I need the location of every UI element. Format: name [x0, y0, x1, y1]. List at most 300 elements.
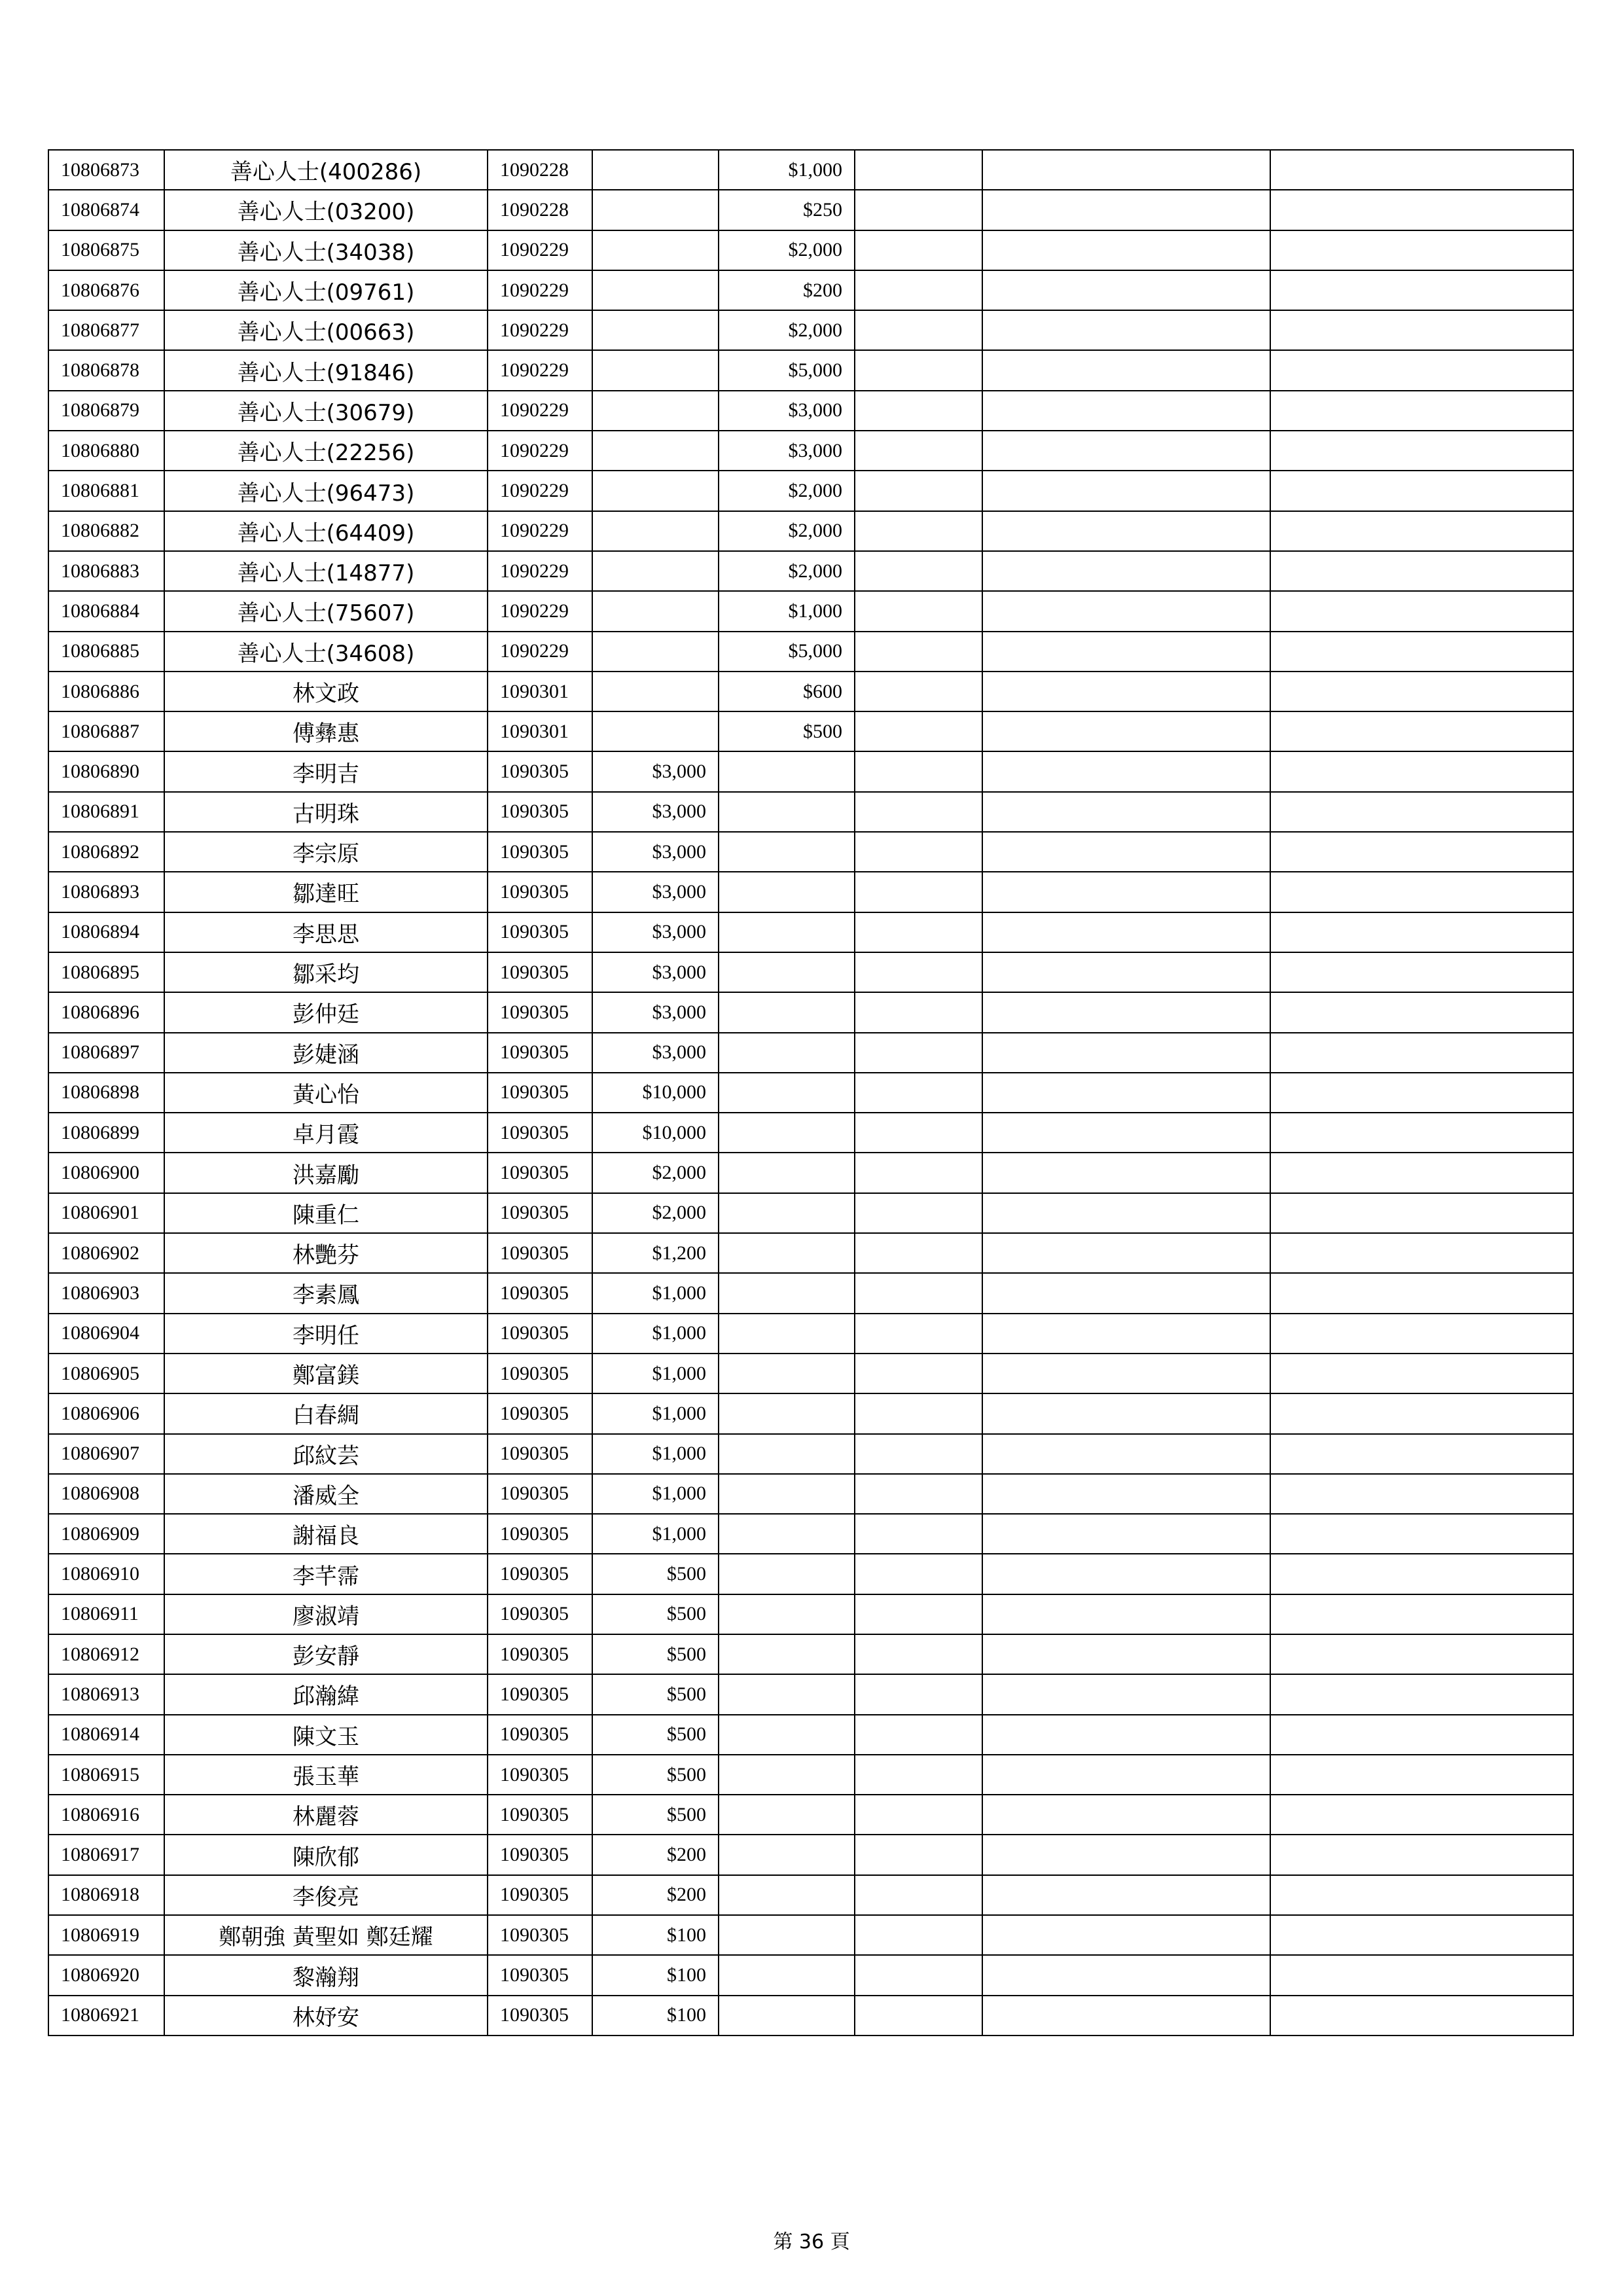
- blank-cell: [1270, 1795, 1573, 1835]
- amount-alt-cell: [719, 1875, 855, 1915]
- blank-cell: [855, 471, 982, 511]
- table-row: [48, 1755, 1573, 1795]
- receipt-number-cell: 10806890: [48, 751, 164, 791]
- amount-cell: $500: [592, 1634, 719, 1674]
- amount-cell: $10,000: [592, 1113, 719, 1153]
- table-row: [48, 1554, 1573, 1594]
- receipt-number-cell: 10806882: [48, 511, 164, 551]
- donor-name-cell: 陳重仁: [164, 1193, 488, 1233]
- donor-name-cell: 黎瀚翔: [164, 1955, 488, 1995]
- blank-cell: [855, 992, 982, 1032]
- blank-cell: [855, 1273, 982, 1313]
- blank-cell: [855, 672, 982, 711]
- receipt-number-cell: 10806919: [48, 1915, 164, 1955]
- amount-cell: $3,000: [592, 792, 719, 832]
- blank-cell: [982, 1033, 1270, 1073]
- blank-cell: [982, 511, 1270, 551]
- amount-alt-cell: [719, 1755, 855, 1795]
- blank-cell: [855, 912, 982, 952]
- donor-name-cell: 古明珠: [164, 792, 488, 832]
- amount-cell: [592, 391, 719, 431]
- donor-name-cell: 張玉華: [164, 1755, 488, 1795]
- donor-name-cell: 邱瀚緯: [164, 1674, 488, 1714]
- blank-cell: [982, 872, 1270, 912]
- blank-cell: [1270, 1594, 1573, 1634]
- donor-name-cell: 善心人士(91846): [164, 350, 488, 390]
- amount-cell: [592, 711, 719, 751]
- blank-cell: [1270, 1755, 1573, 1795]
- blank-cell: [1270, 150, 1573, 190]
- date-cell: 1090229: [488, 431, 592, 471]
- table-row: [48, 632, 1573, 672]
- blank-cell: [1270, 711, 1573, 751]
- receipt-number-cell: 10806906: [48, 1393, 164, 1433]
- blank-cell: [1270, 632, 1573, 672]
- blank-cell: [1270, 1393, 1573, 1433]
- blank-cell: [855, 632, 982, 672]
- blank-cell: [855, 1434, 982, 1474]
- receipt-number-cell: 10806920: [48, 1955, 164, 1995]
- date-cell: 1090305: [488, 1393, 592, 1433]
- amount-cell: [592, 150, 719, 190]
- blank-cell: [982, 150, 1270, 190]
- blank-cell: [982, 792, 1270, 832]
- amount-cell: $100: [592, 1955, 719, 1995]
- blank-cell: [1270, 431, 1573, 471]
- amount-alt-cell: [719, 751, 855, 791]
- blank-cell: [982, 1393, 1270, 1433]
- table-row: [48, 150, 1573, 190]
- amount-cell: [592, 431, 719, 471]
- blank-cell: [1270, 1273, 1573, 1313]
- table-row: [48, 672, 1573, 711]
- amount-cell: $1,200: [592, 1233, 719, 1273]
- date-cell: 1090305: [488, 1113, 592, 1153]
- blank-cell: [982, 751, 1270, 791]
- date-cell: 1090305: [488, 1073, 592, 1113]
- blank-cell: [855, 1715, 982, 1755]
- receipt-number-cell: 10806892: [48, 832, 164, 872]
- blank-cell: [982, 992, 1270, 1032]
- amount-cell: $1,000: [592, 1434, 719, 1474]
- date-cell: 1090305: [488, 1634, 592, 1674]
- blank-cell: [855, 792, 982, 832]
- receipt-number-cell: 10806915: [48, 1755, 164, 1795]
- amount-cell: $500: [592, 1674, 719, 1714]
- blank-cell: [982, 1634, 1270, 1674]
- receipt-number-cell: 10806894: [48, 912, 164, 952]
- amount-alt-cell: [719, 1554, 855, 1594]
- receipt-number-cell: 10806876: [48, 270, 164, 310]
- amount-alt-cell: $500: [719, 711, 855, 751]
- receipt-number-cell: 10806909: [48, 1514, 164, 1554]
- date-cell: 1090305: [488, 1594, 592, 1634]
- donation-ledger-table: [48, 149, 1574, 2036]
- receipt-number-cell: 10806911: [48, 1594, 164, 1634]
- date-cell: 1090305: [488, 1915, 592, 1955]
- date-cell: 1090305: [488, 992, 592, 1032]
- table-row: [48, 1674, 1573, 1714]
- amount-cell: $500: [592, 1795, 719, 1835]
- blank-cell: [982, 270, 1270, 310]
- table-row: [48, 310, 1573, 350]
- date-cell: 1090305: [488, 1273, 592, 1313]
- amount-cell: [592, 511, 719, 551]
- blank-cell: [1270, 551, 1573, 591]
- blank-cell: [855, 1674, 982, 1714]
- date-cell: 1090228: [488, 150, 592, 190]
- blank-cell: [1270, 511, 1573, 551]
- amount-cell: [592, 230, 719, 270]
- table-row: [48, 551, 1573, 591]
- blank-cell: [1270, 672, 1573, 711]
- donor-name-cell: 洪嘉勵: [164, 1153, 488, 1193]
- blank-cell: [1270, 1715, 1573, 1755]
- blank-cell: [855, 1594, 982, 1634]
- donor-name-cell: 林艷芬: [164, 1233, 488, 1273]
- donor-name-cell: 善心人士(00663): [164, 310, 488, 350]
- blank-cell: [982, 1835, 1270, 1874]
- blank-cell: [982, 1474, 1270, 1514]
- receipt-number-cell: 10806893: [48, 872, 164, 912]
- blank-cell: [1270, 1354, 1573, 1393]
- table-row: [48, 1594, 1573, 1634]
- blank-cell: [982, 1795, 1270, 1835]
- blank-cell: [855, 1996, 982, 2036]
- receipt-number-cell: 10806901: [48, 1193, 164, 1233]
- blank-cell: [855, 1314, 982, 1354]
- donor-name-cell: 卓月霞: [164, 1113, 488, 1153]
- blank-cell: [982, 1273, 1270, 1313]
- blank-cell: [855, 1033, 982, 1073]
- receipt-number-cell: 10806895: [48, 952, 164, 992]
- blank-cell: [982, 551, 1270, 591]
- amount-alt-cell: [719, 1915, 855, 1955]
- date-cell: 1090305: [488, 1153, 592, 1193]
- blank-cell: [1270, 310, 1573, 350]
- blank-cell: [1270, 1233, 1573, 1273]
- date-cell: 1090229: [488, 591, 592, 631]
- donor-name-cell: 陳文玉: [164, 1715, 488, 1755]
- blank-cell: [855, 1634, 982, 1674]
- table-row: [48, 391, 1573, 431]
- amount-alt-cell: $5,000: [719, 350, 855, 390]
- date-cell: 1090229: [488, 511, 592, 551]
- blank-cell: [1270, 1554, 1573, 1594]
- date-cell: 1090305: [488, 1875, 592, 1915]
- table-row: [48, 350, 1573, 390]
- amount-alt-cell: [719, 1033, 855, 1073]
- table-row: [48, 872, 1573, 912]
- amount-cell: [592, 632, 719, 672]
- blank-cell: [855, 591, 982, 631]
- blank-cell: [855, 1755, 982, 1795]
- blank-cell: [855, 551, 982, 591]
- table-row: [48, 1996, 1573, 2036]
- blank-cell: [982, 1153, 1270, 1193]
- donor-name-cell: 林妤安: [164, 1996, 488, 2036]
- receipt-number-cell: 10806904: [48, 1314, 164, 1354]
- amount-cell: $1,000: [592, 1354, 719, 1393]
- amount-cell: $3,000: [592, 751, 719, 791]
- donor-name-cell: 黃心怡: [164, 1073, 488, 1113]
- receipt-number-cell: 10806881: [48, 471, 164, 511]
- donor-name-cell: 鄭富鎂: [164, 1354, 488, 1393]
- donor-name-cell: 白春綢: [164, 1393, 488, 1433]
- amount-cell: [592, 672, 719, 711]
- amount-cell: $500: [592, 1594, 719, 1634]
- page-number: 第 36 頁: [773, 2231, 850, 2253]
- blank-cell: [855, 751, 982, 791]
- blank-cell: [855, 952, 982, 992]
- amount-cell: $100: [592, 1915, 719, 1955]
- receipt-number-cell: 10806896: [48, 992, 164, 1032]
- table-row: [48, 1955, 1573, 1995]
- blank-cell: [982, 230, 1270, 270]
- date-cell: 1090305: [488, 1996, 592, 2036]
- amount-alt-cell: [719, 872, 855, 912]
- blank-cell: [1270, 350, 1573, 390]
- date-cell: 1090305: [488, 1193, 592, 1233]
- blank-cell: [855, 1393, 982, 1433]
- amount-alt-cell: [719, 1233, 855, 1273]
- amount-alt-cell: [719, 1514, 855, 1554]
- receipt-number-cell: 10806897: [48, 1033, 164, 1073]
- donor-name-cell: 善心人士(96473): [164, 471, 488, 511]
- receipt-number-cell: 10806880: [48, 431, 164, 471]
- blank-cell: [855, 431, 982, 471]
- amount-alt-cell: [719, 1073, 855, 1113]
- date-cell: 1090305: [488, 751, 592, 791]
- blank-cell: [855, 1233, 982, 1273]
- date-cell: 1090305: [488, 1835, 592, 1874]
- amount-cell: [592, 350, 719, 390]
- donor-name-cell: 邱紋芸: [164, 1434, 488, 1474]
- date-cell: 1090305: [488, 1715, 592, 1755]
- receipt-number-cell: 10806874: [48, 190, 164, 230]
- amount-alt-cell: [719, 1354, 855, 1393]
- blank-cell: [855, 1955, 982, 1995]
- amount-cell: $500: [592, 1755, 719, 1795]
- blank-cell: [982, 350, 1270, 390]
- blank-cell: [982, 832, 1270, 872]
- blank-cell: [982, 1996, 1270, 2036]
- blank-cell: [855, 1073, 982, 1113]
- date-cell: 1090305: [488, 1674, 592, 1714]
- receipt-number-cell: 10806898: [48, 1073, 164, 1113]
- amount-cell: [592, 591, 719, 631]
- amount-alt-cell: $3,000: [719, 431, 855, 471]
- donor-name-cell: 陳欣郁: [164, 1835, 488, 1874]
- amount-cell: $1,000: [592, 1273, 719, 1313]
- amount-cell: [592, 551, 719, 591]
- table-row: [48, 230, 1573, 270]
- blank-cell: [982, 1955, 1270, 1995]
- blank-cell: [1270, 1434, 1573, 1474]
- amount-alt-cell: $250: [719, 190, 855, 230]
- receipt-number-cell: 10806891: [48, 792, 164, 832]
- amount-cell: $200: [592, 1875, 719, 1915]
- table-row: [48, 431, 1573, 471]
- receipt-number-cell: 10806887: [48, 711, 164, 751]
- receipt-number-cell: 10806884: [48, 591, 164, 631]
- blank-cell: [982, 310, 1270, 350]
- date-cell: 1090301: [488, 711, 592, 751]
- donor-name-cell: 善心人士(400286): [164, 150, 488, 190]
- blank-cell: [855, 391, 982, 431]
- amount-cell: [592, 471, 719, 511]
- amount-cell: $3,000: [592, 912, 719, 952]
- table-row: [48, 1073, 1573, 1113]
- blank-cell: [1270, 792, 1573, 832]
- blank-cell: [982, 1554, 1270, 1594]
- blank-cell: [855, 1835, 982, 1874]
- blank-cell: [1270, 1514, 1573, 1554]
- amount-alt-cell: [719, 1153, 855, 1193]
- amount-cell: [592, 270, 719, 310]
- amount-alt-cell: $3,000: [719, 391, 855, 431]
- blank-cell: [982, 431, 1270, 471]
- blank-cell: [982, 912, 1270, 952]
- date-cell: 1090305: [488, 1755, 592, 1795]
- amount-cell: $3,000: [592, 992, 719, 1032]
- blank-cell: [1270, 1996, 1573, 2036]
- blank-cell: [982, 1354, 1270, 1393]
- amount-alt-cell: [719, 1674, 855, 1714]
- blank-cell: [982, 672, 1270, 711]
- amount-cell: $1,000: [592, 1474, 719, 1514]
- donor-name-cell: 彭安靜: [164, 1634, 488, 1674]
- receipt-number-cell: 10806913: [48, 1674, 164, 1714]
- table-row: [48, 1033, 1573, 1073]
- amount-alt-cell: [719, 992, 855, 1032]
- table-row: [48, 190, 1573, 230]
- amount-alt-cell: $2,000: [719, 230, 855, 270]
- donor-name-cell: 林麗蓉: [164, 1795, 488, 1835]
- amount-alt-cell: [719, 1113, 855, 1153]
- blank-cell: [1270, 992, 1573, 1032]
- table-row: [48, 1113, 1573, 1153]
- blank-cell: [855, 1474, 982, 1514]
- donor-name-cell: 李明任: [164, 1314, 488, 1354]
- amount-alt-cell: [719, 832, 855, 872]
- amount-alt-cell: [719, 1393, 855, 1433]
- blank-cell: [982, 711, 1270, 751]
- table-row: [48, 1915, 1573, 1955]
- date-cell: 1090305: [488, 1033, 592, 1073]
- table-row: [48, 1273, 1573, 1313]
- receipt-number-cell: 10806873: [48, 150, 164, 190]
- blank-cell: [1270, 1634, 1573, 1674]
- donor-name-cell: 善心人士(34608): [164, 632, 488, 672]
- donor-name-cell: 善心人士(14877): [164, 551, 488, 591]
- blank-cell: [1270, 1113, 1573, 1153]
- blank-cell: [1270, 912, 1573, 952]
- date-cell: 1090229: [488, 230, 592, 270]
- amount-alt-cell: $2,000: [719, 551, 855, 591]
- amount-alt-cell: [719, 912, 855, 952]
- amount-alt-cell: [719, 1795, 855, 1835]
- receipt-number-cell: 10806921: [48, 1996, 164, 2036]
- blank-cell: [855, 1795, 982, 1835]
- donor-name-cell: 李明吉: [164, 751, 488, 791]
- blank-cell: [855, 511, 982, 551]
- date-cell: 1090229: [488, 551, 592, 591]
- amount-alt-cell: [719, 1835, 855, 1874]
- blank-cell: [982, 391, 1270, 431]
- donor-name-cell: 林文政: [164, 672, 488, 711]
- blank-cell: [855, 1915, 982, 1955]
- donor-name-cell: 鄒采均: [164, 952, 488, 992]
- receipt-number-cell: 10806905: [48, 1354, 164, 1393]
- blank-cell: [1270, 1915, 1573, 1955]
- blank-cell: [855, 1875, 982, 1915]
- receipt-number-cell: 10806900: [48, 1153, 164, 1193]
- receipt-number-cell: 10806908: [48, 1474, 164, 1514]
- amount-alt-cell: [719, 1594, 855, 1634]
- table-row: [48, 952, 1573, 992]
- donor-name-cell: 善心人士(64409): [164, 511, 488, 551]
- amount-alt-cell: [719, 1434, 855, 1474]
- table-row: [48, 511, 1573, 551]
- blank-cell: [982, 1233, 1270, 1273]
- blank-cell: [982, 190, 1270, 230]
- date-cell: 1090305: [488, 792, 592, 832]
- table-row: [48, 1193, 1573, 1233]
- blank-cell: [855, 150, 982, 190]
- blank-cell: [982, 471, 1270, 511]
- date-cell: 1090229: [488, 310, 592, 350]
- table-row: [48, 792, 1573, 832]
- table-row: [48, 1434, 1573, 1474]
- blank-cell: [855, 270, 982, 310]
- amount-alt-cell: $200: [719, 270, 855, 310]
- table-row: [48, 1634, 1573, 1674]
- table-row: [48, 1153, 1573, 1193]
- amount-cell: [592, 190, 719, 230]
- donor-name-cell: 傅彝惠: [164, 711, 488, 751]
- donor-name-cell: 善心人士(22256): [164, 431, 488, 471]
- amount-alt-cell: $1,000: [719, 591, 855, 631]
- blank-cell: [1270, 1474, 1573, 1514]
- donor-name-cell: 鄒達旺: [164, 872, 488, 912]
- table-row: [48, 1233, 1573, 1273]
- date-cell: 1090305: [488, 1354, 592, 1393]
- blank-cell: [1270, 591, 1573, 631]
- donor-name-cell: 善心人士(03200): [164, 190, 488, 230]
- date-cell: 1090305: [488, 912, 592, 952]
- blank-cell: [855, 310, 982, 350]
- date-cell: 1090228: [488, 190, 592, 230]
- blank-cell: [982, 1674, 1270, 1714]
- donor-name-cell: 彭仲廷: [164, 992, 488, 1032]
- blank-cell: [982, 1314, 1270, 1354]
- blank-cell: [1270, 1153, 1573, 1193]
- table-row: [48, 912, 1573, 952]
- receipt-number-cell: 10806878: [48, 350, 164, 390]
- blank-cell: [1270, 1073, 1573, 1113]
- date-cell: 1090305: [488, 1554, 592, 1594]
- receipt-number-cell: 10806917: [48, 1835, 164, 1874]
- amount-alt-cell: [719, 1634, 855, 1674]
- table-row: [48, 1715, 1573, 1755]
- date-cell: 1090305: [488, 1955, 592, 1995]
- receipt-number-cell: 10806879: [48, 391, 164, 431]
- blank-cell: [982, 1434, 1270, 1474]
- receipt-number-cell: 10806875: [48, 230, 164, 270]
- table-row: [48, 1514, 1573, 1554]
- receipt-number-cell: 10806903: [48, 1273, 164, 1313]
